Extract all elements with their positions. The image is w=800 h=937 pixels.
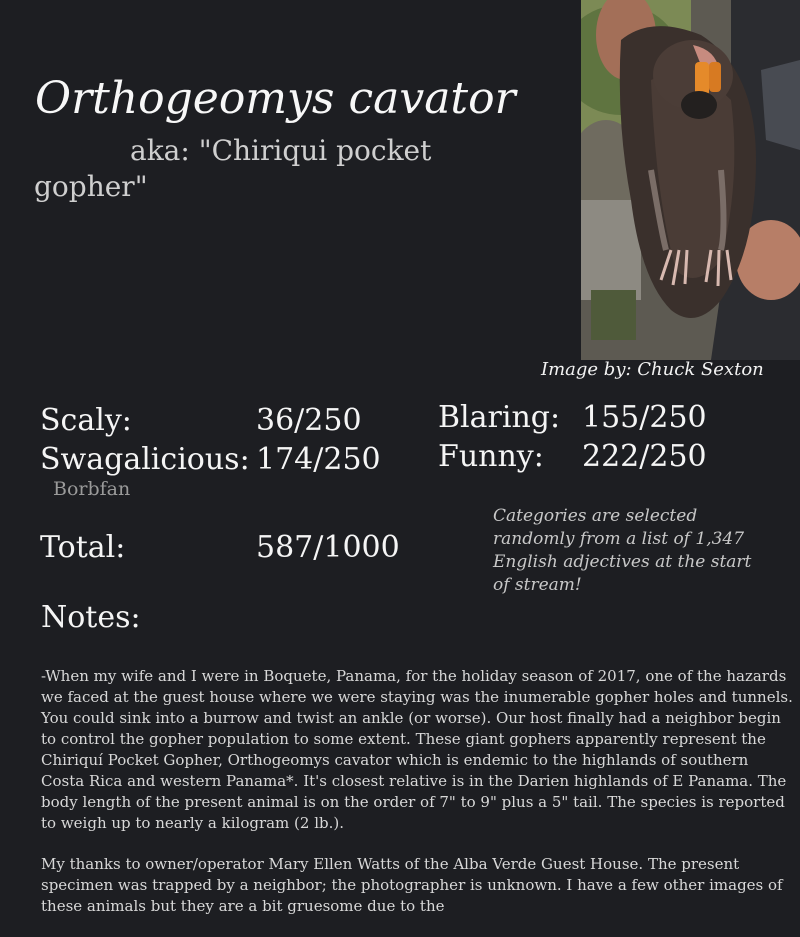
- categories-note: Categories are selected randomly from a list of 1,347 English adjectives at the start of stream!: [493, 506, 752, 595]
- gopher-photo-illustration: [581, 0, 800, 360]
- swagalicious-credit: Borbfan: [53, 478, 131, 500]
- notes-heading: Notes:: [41, 600, 141, 635]
- swagalicious-label: Swagalicious:: [40, 442, 250, 477]
- common-name: aka: "Chiriqui pocket gopher": [34, 134, 432, 204]
- notes-paragraph-2: My thanks to owner/operator Mary Ellen Watts of the Alba Verde Guest House. The present specimen was trapped by a neighbor; the photographer is unknown. I have a few other images of these animals but they are a bit gruesome due to the: [41, 855, 783, 915]
- swagalicious-value: 174/250: [256, 442, 381, 477]
- scaly-label: Scaly:: [40, 403, 132, 438]
- scaly-value: 36/250: [256, 403, 362, 438]
- species-title: Orthogeomys cavator: [35, 73, 516, 124]
- total-value: 587/1000: [256, 530, 400, 565]
- total-label: Total:: [40, 530, 126, 565]
- notes-body: [41, 666, 796, 937]
- notes-paragraph-1: -When my wife and I were in Boquete, Panama, for the holiday season of 2017, one of the hazards we faced at the guest house where we were staying was the inumerable gopher holes and tunnels. You could sink into a burrow and twist an ankle (or worse). Our host finally had a neighbor begin to control the gopher population to some extent. These giant gophers apparently represent the Chiriquí Pocket Gopher, Orthogeomys cavator which is endemic to the highlands of southern Costa Rica and western Panama*. It's closest relative is in the Darien highlands of E Panama. The body length of the present animal is on the order of 7" to 9" plus a 5" tail. The species is reported to weigh up to nearly a kilogram (2 lb.).: [41, 667, 793, 832]
- image-credit: Image by: Chuck Sexton: [541, 359, 764, 380]
- funny-label: Funny:: [438, 439, 544, 474]
- blaring-label: Blaring:: [438, 400, 561, 435]
- gopher-photo: [581, 0, 800, 360]
- funny-value: 222/250: [582, 439, 707, 474]
- blaring-value: 155/250: [582, 400, 707, 435]
